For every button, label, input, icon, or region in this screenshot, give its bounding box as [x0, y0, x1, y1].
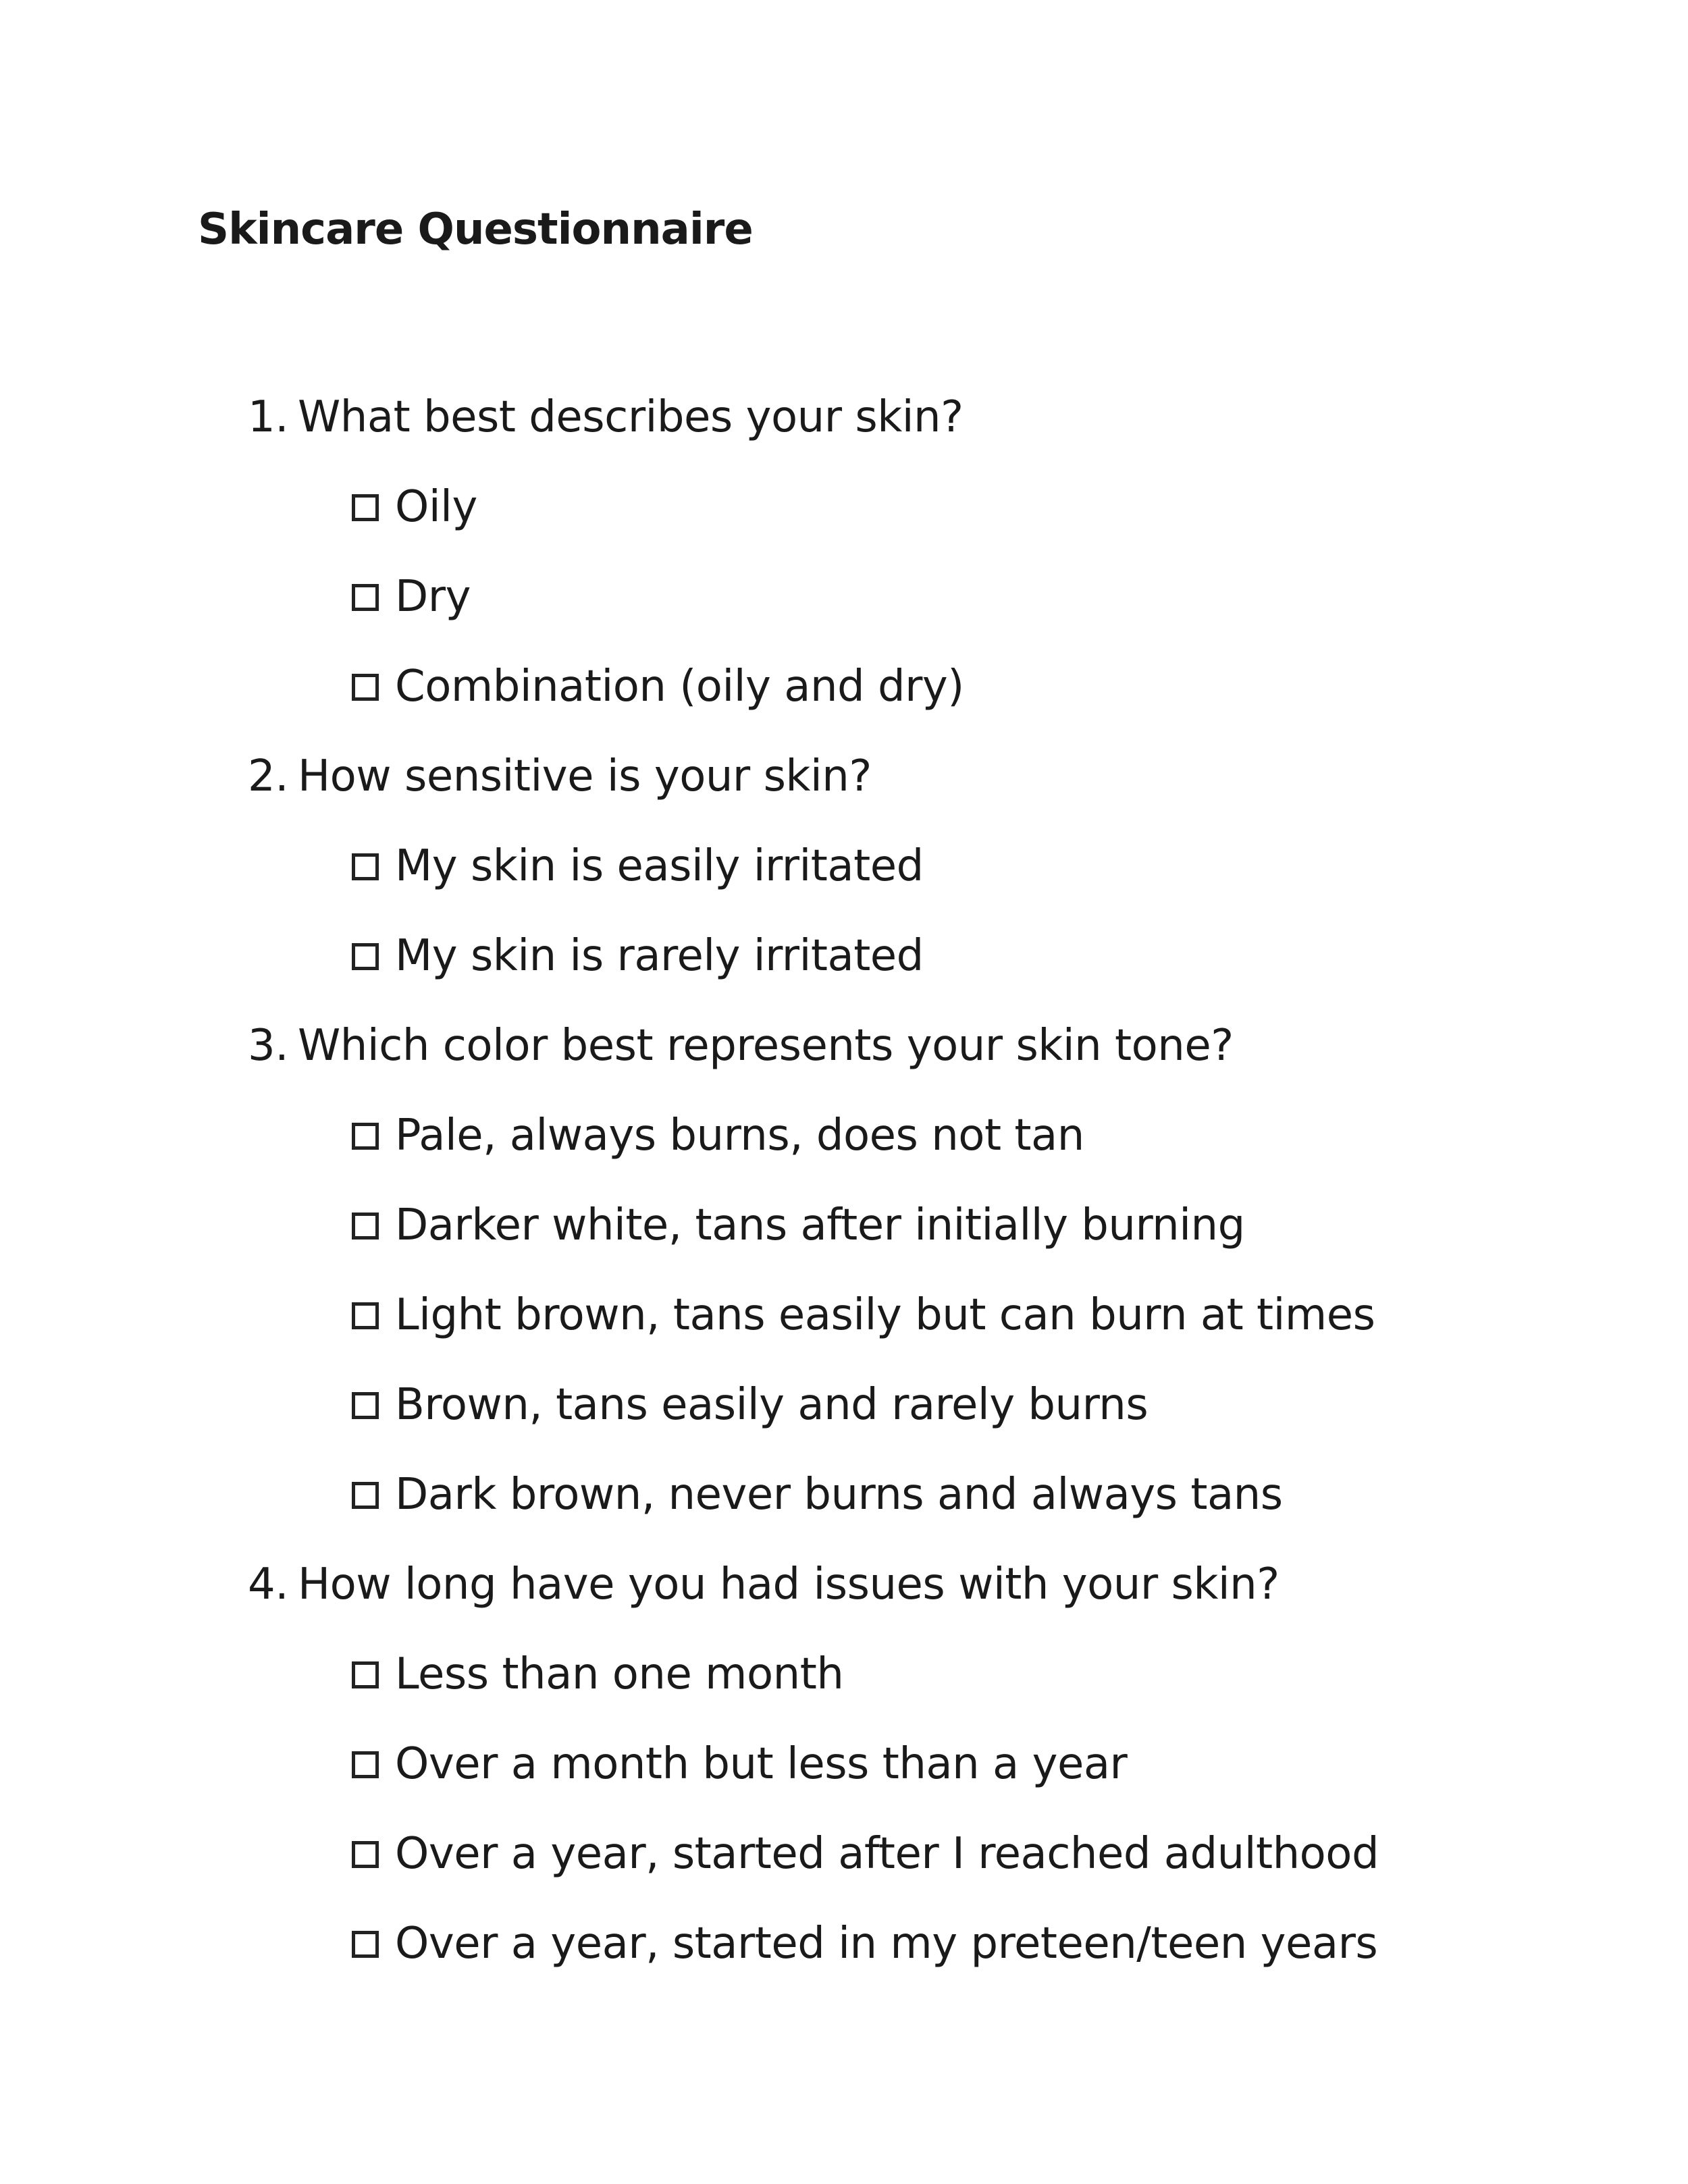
- question-1-header: [0, 387, 1688, 477]
- checkbox[interactable]: [352, 1751, 379, 1778]
- question-1: [0, 387, 1688, 746]
- option-label: Less than one month: [395, 1649, 844, 1699]
- option-label: Pale, always burns, does not tan: [395, 1111, 1084, 1161]
- option-month-to-year[interactable]: [0, 1734, 1688, 1823]
- question-2-header: [0, 746, 1688, 836]
- question-3-header: [0, 1015, 1688, 1105]
- checkbox[interactable]: [352, 674, 379, 701]
- question-list: [0, 387, 1688, 2003]
- option-light-brown[interactable]: [0, 1285, 1688, 1375]
- option-label: Over a year, started in my preteen/teen years: [395, 1919, 1378, 1969]
- option-darker-white[interactable]: [0, 1195, 1688, 1285]
- checkbox[interactable]: [352, 943, 379, 970]
- checkbox[interactable]: [352, 1931, 379, 1958]
- question-text: How sensitive is your skin?: [298, 751, 872, 801]
- checkbox[interactable]: [352, 853, 379, 880]
- question-text: Which color best represents your skin tone?: [298, 1021, 1234, 1071]
- option-label: Light brown, tans easily but can burn at times: [395, 1290, 1375, 1340]
- checkbox[interactable]: [352, 1213, 379, 1240]
- option-year-preteen[interactable]: [0, 1913, 1688, 2003]
- option-label: Darker white, tans after initially burning: [395, 1200, 1245, 1250]
- option-dark-brown[interactable]: [0, 1464, 1688, 1554]
- checkbox[interactable]: [352, 1123, 379, 1150]
- option-brown[interactable]: [0, 1375, 1688, 1464]
- option-label: Over a month but less than a year: [395, 1739, 1128, 1789]
- checkbox[interactable]: [352, 584, 379, 611]
- page-title: Skincare Questionnaire: [198, 205, 753, 255]
- option-oily[interactable]: [0, 477, 1688, 566]
- option-label: Combination (oily and dry): [395, 662, 964, 712]
- question-3: [0, 1015, 1688, 1554]
- question-number: 4.: [248, 1560, 289, 1609]
- option-year-adulthood[interactable]: [0, 1823, 1688, 1913]
- option-label: Brown, tans easily and rarely burns: [395, 1380, 1149, 1430]
- question-text: How long have you had issues with your skin?: [298, 1560, 1280, 1609]
- option-label: My skin is easily irritated: [395, 841, 924, 891]
- option-dry[interactable]: [0, 566, 1688, 656]
- question-2: [0, 746, 1688, 1015]
- option-label: My skin is rarely irritated: [395, 931, 924, 981]
- option-label: Dry: [395, 572, 471, 622]
- checkbox[interactable]: [352, 1841, 379, 1868]
- option-label: Dark brown, never burns and always tans: [395, 1470, 1283, 1520]
- option-less-than-month[interactable]: [0, 1644, 1688, 1734]
- option-label: Oily: [395, 482, 477, 532]
- question-4: [0, 1554, 1688, 2003]
- option-easily-irritated[interactable]: [0, 836, 1688, 926]
- checkbox[interactable]: [352, 1482, 379, 1509]
- question-text: What best describes your skin?: [298, 392, 964, 442]
- option-rarely-irritated[interactable]: [0, 926, 1688, 1015]
- checkbox[interactable]: [352, 1661, 379, 1688]
- question-number: 3.: [248, 1021, 289, 1071]
- checkbox[interactable]: [352, 1392, 379, 1419]
- checkbox[interactable]: [352, 494, 379, 521]
- question-number: 1.: [248, 392, 289, 442]
- question-number: 2.: [248, 751, 289, 801]
- option-combination[interactable]: [0, 656, 1688, 746]
- question-4-header: [0, 1554, 1688, 1644]
- option-label: Over a year, started after I reached adulthood: [395, 1829, 1379, 1879]
- option-pale[interactable]: [0, 1105, 1688, 1195]
- checkbox[interactable]: [352, 1302, 379, 1329]
